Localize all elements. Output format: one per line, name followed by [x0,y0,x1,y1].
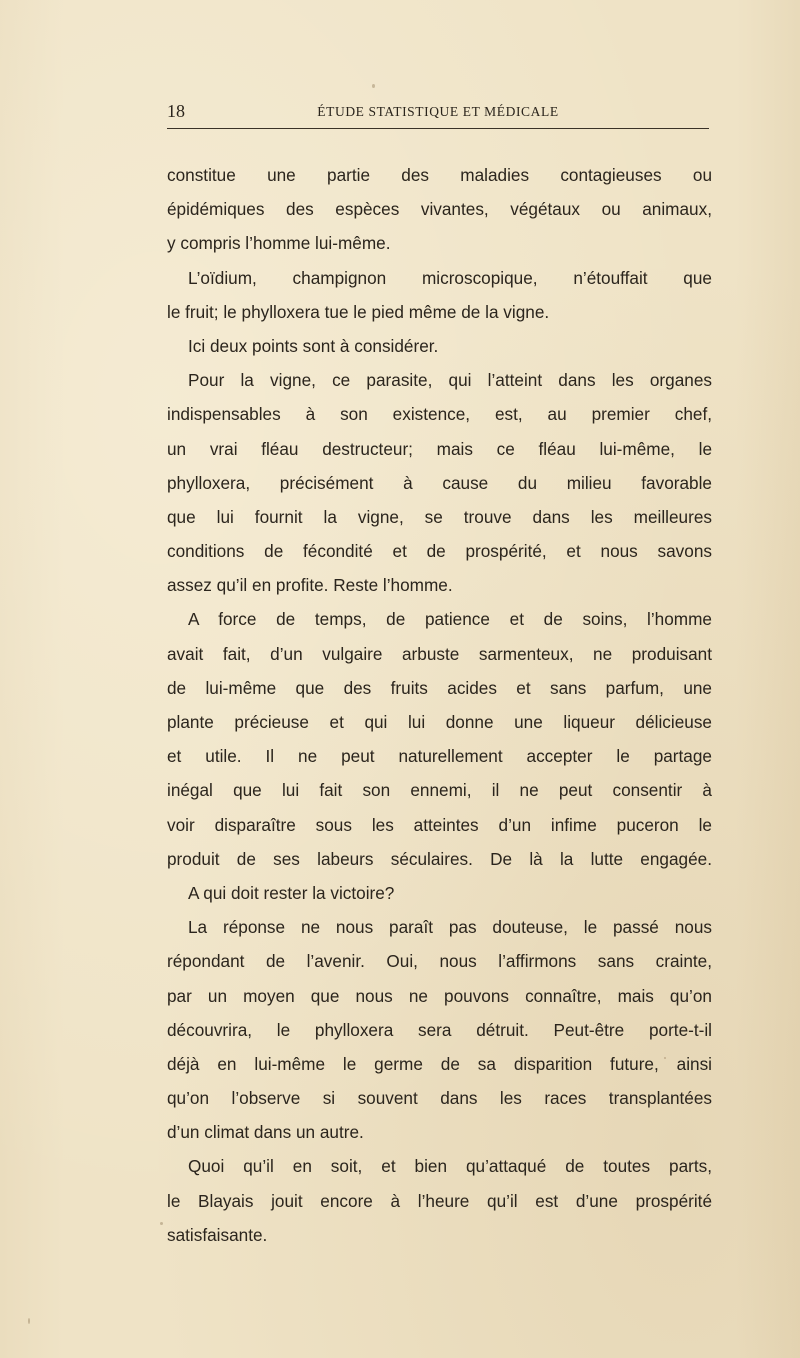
text-line: inégal que lui fait son ennemi, il ne peut consentir à [167,780,712,801]
text-line: découvrira, le phylloxera sera détruit. Peut-être porte-t-il [167,1019,712,1040]
paper-speck [28,1318,30,1324]
text-line: La réponse ne nous paraît pas douteuse, le passé nous [188,917,712,938]
header-rule [167,128,709,129]
text-line: Quoi qu’il en soit, et bien qu’attaqué de toutes parts, [188,1156,712,1177]
text-line: Pour la vigne, ce parasite, qui l’atteint dans les organes [188,370,712,391]
text-line: épidémiques des espèces vivantes, végétaux ou animaux, [167,199,712,220]
text-line: constitue une partie des maladies contagieuses ou [167,165,712,185]
text-line: qu’on l’observe si souvent dans les races transplantées [167,1088,712,1109]
text-line: assez qu’il en profite. Reste l’homme. [167,575,453,596]
paper-speck [664,1057,666,1059]
text-line: phylloxera, précisément à cause du milieu favorable [167,472,712,493]
text-line: que lui fournit la vigne, se trouve dans les meilleures [167,506,712,527]
text-line: A force de temps, de patience et de soins, l’homme [188,609,712,630]
text-line: un vrai fléau destructeur; mais ce fléau lui-même, le [167,438,712,459]
text-line: plante précieuse et qui lui donne une liqueur délicieuse [167,712,712,732]
text-line: le Blayais jouit encore à l’heure qu’il est d’une prospérité [167,1190,712,1211]
text-line: satisfaisante. [167,1224,268,1245]
text-line: d’un climat dans un autre. [167,1122,364,1143]
body-text [167,158,712,1252]
text-line: produit de ses labeurs séculaires. De là la lutte engagée. [167,848,712,869]
paper-speck [372,84,375,88]
text-line: et utile. Il ne peut naturellement accepter le partage [167,746,712,767]
text-line: A qui doit rester la victoire? [188,882,395,903]
running-title: ÉTUDE STATISTIQUE ET MÉDICALE [317,104,559,119]
text-line: de lui-même que des fruits acides et sans parfum, une [167,677,712,698]
text-line: avait fait, d’un vulgaire arbuste sarmenteux, ne produisant [167,643,712,664]
text-line: le fruit; le phylloxera tue le pied même de la vigne. [167,301,550,322]
text-line: conditions de fécondité et de prospérité, et nous savons [167,541,712,562]
text-line: voir disparaître sous les atteintes d’un infime puceron le [167,814,712,835]
text-line: par un moyen que nous ne pouvons connaître, mais qu’on [167,985,712,1006]
text-line: y compris l’homme lui-même. [167,233,391,254]
text-line: répondant de l’avenir. Oui, nous l’affirmons sans crainte, [167,951,712,972]
page-number: 18 [167,101,185,121]
text-line: Ici deux points sont à considérer. [188,335,439,356]
page-header [167,100,709,122]
text-line: indispensables à son existence, est, au premier chef, [167,404,712,425]
text-line: L’oïdium, champignon microscopique, n’étouffait que [188,267,712,288]
paper-speck [160,1222,163,1225]
text-line: déjà en lui-même le germe de sa disparition future, ainsi [167,1053,712,1074]
